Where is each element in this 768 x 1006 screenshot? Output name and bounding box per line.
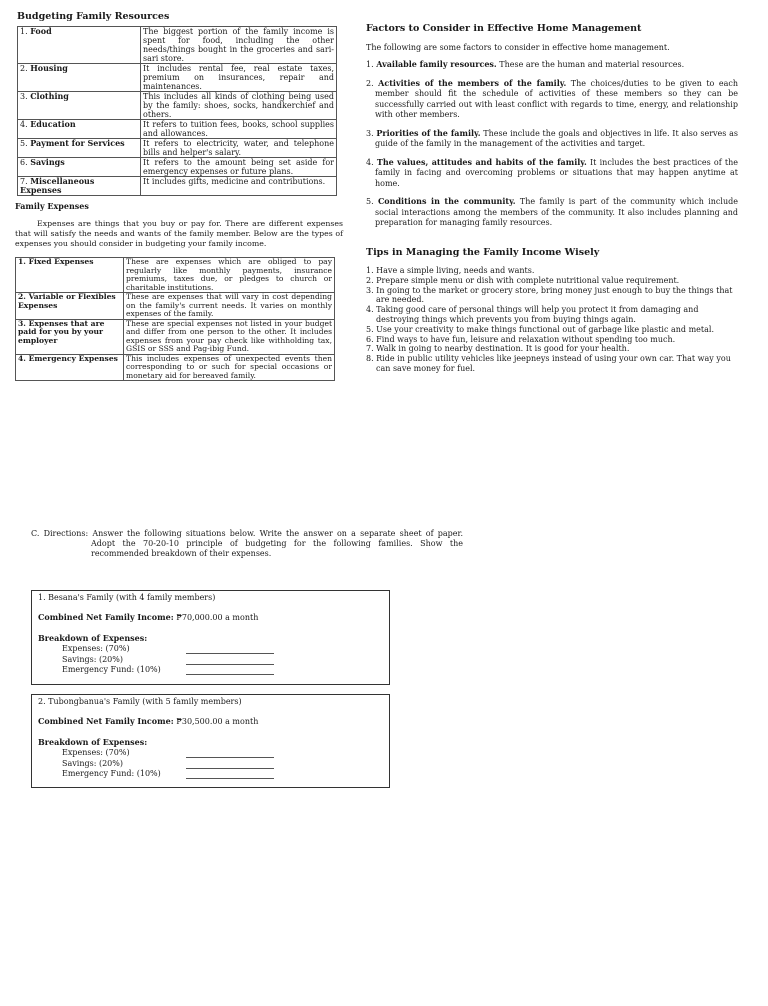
answer-blank-line <box>186 778 274 779</box>
budget-description: It includes rental fee, real estate taxes, premium on insurances, repair and maintenances. <box>141 64 337 92</box>
expense-type-label: 2. Variable or Flexibles Expenses <box>16 293 124 320</box>
budget-category-number: 7. <box>20 177 31 186</box>
tip-item: 6. Find ways to have fun, leisure and relaxation without spending too much. <box>366 334 676 344</box>
answer-blank-line <box>186 664 274 665</box>
budget-category-label: Education <box>30 119 76 129</box>
budget-table <box>17 26 337 196</box>
case-breakdown-label: Breakdown of Expenses: <box>38 633 148 643</box>
factor-heading: Priorities of the family. <box>376 127 481 138</box>
budget-category-label: Payment for Services <box>30 138 125 148</box>
budget-section-title: Budgeting Family Resources <box>17 11 170 22</box>
budget-category-cell <box>18 177 141 196</box>
case-box-1 <box>31 590 390 685</box>
expense-type-description: These are special expenses not listed in your budget and differ from one person to the other. It includes expenses from your pay check like withholding tax, GSIS or SSS and Pag-ibig Fund. <box>124 319 335 354</box>
tip-item: 2. Prepare simple menu or dish with complete nutritional value requirement. <box>366 275 680 285</box>
expense-row <box>16 293 335 320</box>
case-box-2 <box>31 694 390 788</box>
case-breakdown-item: Emergency Fund: (10%) <box>62 769 161 778</box>
budget-category-label: Savings <box>30 157 65 167</box>
expense-row <box>16 319 335 354</box>
answer-blank-line <box>186 768 274 769</box>
budget-row <box>18 139 337 158</box>
factor-text: It includes the best practices of the family in facing and overcoming problems or situations that may happen anytime at home. <box>375 157 738 188</box>
factor-text: The family is part of the community which include social interactions among the members of the community. It also includes planning and preparation for managing family resources. <box>375 197 738 227</box>
factor-number: 2. <box>366 78 379 88</box>
case-income <box>38 716 258 726</box>
factors-list <box>366 59 738 236</box>
budget-category-cell <box>18 120 141 139</box>
budget-description: It refers to electricity, water, and telephone bills and helper's salary. <box>141 139 337 158</box>
case-income <box>38 612 258 622</box>
budget-category-number: 5. <box>20 139 31 148</box>
budget-description: It includes gifts, medicine and contributions. <box>141 177 337 196</box>
expense-types-table <box>15 257 335 381</box>
tips-list <box>366 266 740 374</box>
factors-title: Factors to Consider in Effective Home Management <box>366 23 642 34</box>
budget-category-number: 4. <box>20 120 31 129</box>
budget-row <box>18 158 337 177</box>
case-income-label: Combined Net Family Income: <box>38 612 174 622</box>
expense-type-description: These are expenses that will vary in cost depending on the family's current needs. It varies on monthly expenses of the family. <box>124 293 335 320</box>
answer-blank-line <box>186 757 274 758</box>
expense-type-description: These are expenses which are obliged to pay regularly like monthly payments, insurance premiums, taxes due, or pledges to church or charitable institutions. <box>124 258 335 293</box>
tip-item: 3. In going to the market or grocery store, bring money just enough to buy the things that are needed. <box>366 285 733 305</box>
factor-text: These are the human and material resources. <box>496 60 685 69</box>
tip-item: 5. Use your creativity to make things functional out of garbage like plastic and metal. <box>366 324 714 334</box>
expense-row <box>16 258 335 293</box>
answer-blank-line <box>186 674 274 675</box>
family-expenses-intro: Expenses are things that you buy or pay for. There are different expenses that will satisfy the needs and wants of the family member. Below are the types of expenses you should consider in budgeting your family income. <box>15 219 343 248</box>
expense-type-label: 3. Expenses that are paid for you by your employer <box>16 319 124 354</box>
tip-item: 8. Ride in public utility vehicles like jeepneys instead of using your own car. That way you can save money for fuel. <box>366 354 731 373</box>
tip-item: 4. Taking good care of personal things will help you protect it from damaging and destroying things which prevents you from buying things again. <box>366 305 699 324</box>
budget-category-cell <box>18 139 141 158</box>
factor-item <box>366 59 738 71</box>
factor-text: These include the goals and objectives in life. It also serves as guide of the family in the management of the activities and target. <box>375 128 738 148</box>
factor-item <box>366 78 738 121</box>
factor-item <box>366 157 738 190</box>
case-breakdown-item: Savings: (20%) <box>62 758 123 768</box>
budget-category-cell <box>18 27 141 64</box>
factor-number: 1. <box>366 60 377 69</box>
budget-category-number: 6. <box>20 158 31 167</box>
budget-row <box>18 177 337 196</box>
budget-row <box>18 120 337 139</box>
factor-heading: Available family resources. <box>376 59 497 69</box>
factor-text: The choices/duties to be given to each member should fit the schedule of activities of these members so they can be successfully carried out with least conflict with regards to time, energy, and relationship with other members. <box>375 78 739 119</box>
budget-category-cell <box>18 158 141 177</box>
factor-number: 3. <box>366 128 377 138</box>
factor-number: 4. <box>366 157 377 167</box>
budget-row <box>18 64 337 92</box>
case-title: 1. Besana's Family (with 4 family members) <box>38 593 216 602</box>
family-expenses-title: Family Expenses <box>15 201 89 211</box>
budget-category-label: Clothing <box>30 91 69 101</box>
budget-category-label: Housing <box>30 63 68 73</box>
case-breakdown-label: Breakdown of Expenses: <box>38 737 148 747</box>
factor-item <box>366 196 738 229</box>
factor-heading: Activities of the members of the family. <box>378 77 567 88</box>
budget-category-number: 1. <box>20 27 31 36</box>
factor-heading: The values, attitudes and habits of the family. <box>376 156 587 167</box>
budget-description: The biggest portion of the family income is spent for food, including the other needs/things bought in the groceries and sari-sari store. <box>141 27 337 64</box>
budget-description: It refers to tuition fees, books, school supplies and allowances. <box>141 120 337 139</box>
tip-item: 7. Walk in going to nearby destination. It is good for your health. <box>366 344 630 354</box>
tip-item: 1. Have a simple living, needs and wants. <box>366 266 535 275</box>
case-income-label: Combined Net Family Income: <box>38 716 174 726</box>
factor-number: 5. <box>366 197 378 206</box>
expense-type-label: 4. Emergency Expenses <box>16 354 124 381</box>
budget-category-cell <box>18 92 141 120</box>
case-breakdown-item: Emergency Fund: (10%) <box>62 665 161 674</box>
case-breakdown-item: Savings: (20%) <box>62 654 123 664</box>
directions-text: C. Directions: Answer the following situations below. Write the answer on a separate sheet of paper. Adopt the 70-20-10 principle of budgeting for the following families. Show the recommended breakdown of their expenses. <box>31 529 463 558</box>
expense-type-label: 1. Fixed Expenses <box>16 258 124 293</box>
factor-item <box>366 128 738 150</box>
expense-row <box>16 354 335 381</box>
budget-description: This includes all kinds of clothing being used by the family: shoes, socks, handkerchief and others. <box>141 92 337 120</box>
factor-heading: Conditions in the community. <box>377 196 516 206</box>
expense-type-description: This includes expenses of unexpected events then corresponding to or such for special occasions or monetary aid for bereaved family. <box>124 354 335 381</box>
budget-category-label: Food <box>30 26 52 36</box>
budget-category-number: 3. <box>20 92 31 101</box>
case-breakdown-item: Expenses: (70%) <box>62 644 130 653</box>
budget-category-cell <box>18 64 141 92</box>
case-title: 2. Tubongbanua's Family (with 5 family members) <box>38 697 242 706</box>
factors-intro: The following are some factors to consider in effective home management. <box>366 43 670 52</box>
budget-row <box>18 27 337 64</box>
budget-category-label: Miscellaneous Expenses <box>20 176 95 195</box>
answer-blank-line <box>186 653 274 654</box>
case-income-value: ₱70,000.00 a month <box>173 613 259 622</box>
budget-description: It refers to the amount being set aside for emergency expenses or future plans. <box>141 158 337 177</box>
tips-title: Tips in Managing the Family Income Wisely <box>366 247 600 258</box>
case-breakdown-item: Expenses: (70%) <box>62 748 130 757</box>
case-income-value: ₱30,500.00 a month <box>173 717 259 726</box>
budget-row <box>18 92 337 120</box>
budget-category-number: 2. <box>20 64 31 73</box>
